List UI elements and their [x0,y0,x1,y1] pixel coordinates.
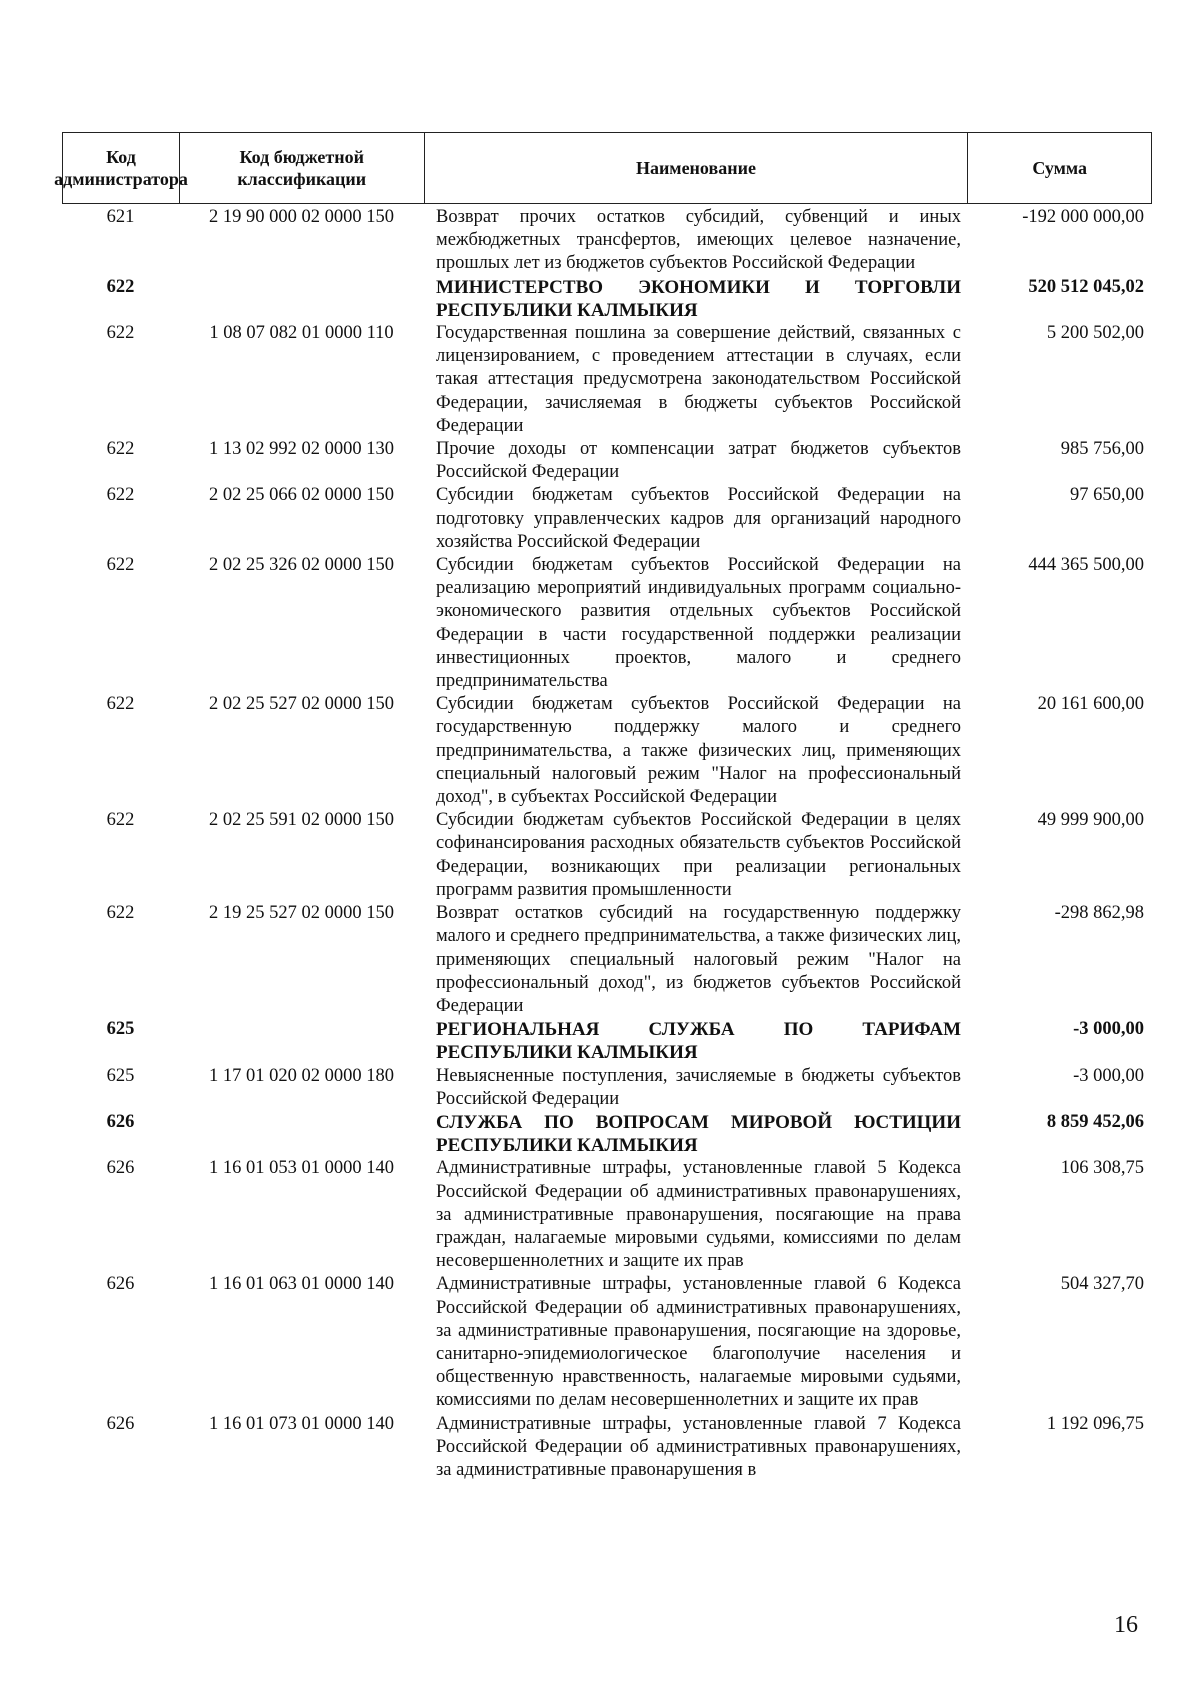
cell-name: Административные штрафы, установленные главой 5 Кодекса Российской Федерации об административных правонарушениях, за административные правонарушения, посягающие на права граждан, налагаемые мировыми судьями, комиссиями по делам несовершеннолетних и защите их прав [436,1158,961,1272]
cell-name: Административные штрафы, установленные главой 7 Кодекса Российской Федерации об административных правонарушениях, за административные правонарушения в [436,1413,961,1480]
cell-sum: 20 161 600,00 [1037,694,1144,715]
cell-sum: -3 000,00 [1073,1065,1144,1086]
cell-name: Прочие доходы от компенсации затрат бюджетов субъектов Российской Федерации [436,439,961,483]
cell-budget-code: 1 08 07 082 01 0000 110 [209,323,394,344]
cell-sum: 5 200 502,00 [1046,323,1144,344]
table-row [62,1413,1152,1483]
cell-admin-code: 626 [106,1158,135,1179]
cell-budget-code [179,276,424,322]
cell-sum: 8 859 452,06 [1046,1111,1144,1132]
cell-name: Субсидии бюджетам субъектов Российской Федерации на подготовку управленческих кадров для организаций народного хозяйства Российской Федерации [436,485,961,552]
table-row [62,1065,1152,1111]
cell-budget-code: 2 02 25 326 02 0000 150 [209,555,394,576]
cell-admin-code: 622 [106,694,135,715]
table-row [62,1157,1152,1273]
cell-sum: -298 862,98 [1054,903,1144,924]
cell-name: Административные штрафы, установленные главой 6 Кодекса Российской Федерации об административных правонарушениях, за административные правонарушения, посягающие на здоровье, санитарно-эпидемиологическое благополучие населения и общественную нравственность, налагаемые мировыми судьями, комиссиями по делам несовершеннолетних и защите их прав [436,1274,961,1411]
cell-sum: 444 365 500,00 [1028,555,1144,576]
cell-admin-code: 621 [106,207,135,227]
cell-sum: -192 000 000,00 [1022,207,1144,227]
header-admin-code: Код администратора [63,133,180,203]
cell-admin-code: 622 [106,555,135,576]
header-name: Наименование [425,133,969,203]
cell-admin-code: 622 [106,439,135,460]
table-row [62,438,1152,484]
cell-budget-code: 2 02 25 527 02 0000 150 [209,694,394,715]
cell-sum: -3 000,00 [1073,1019,1144,1040]
cell-budget-code: 1 13 02 992 02 0000 130 [209,439,394,460]
header-sum: Сумма [1032,158,1088,178]
cell-sum: 106 308,75 [1060,1158,1144,1179]
table-row [62,809,1152,902]
cell-sum: 520 512 045,02 [1028,276,1144,297]
table-row [62,484,1152,554]
cell-sum: 504 327,70 [1060,1274,1144,1295]
table-row [62,1273,1152,1412]
cell-name: Субсидии бюджетам субъектов Российской Федерации на государственную поддержку малого и среднего предпринимательства, а также физических лиц, применяющих специальный налоговый режим "Налог на профессиональный доход", в субъектах Российской Федерации [436,694,961,808]
table-row-section [62,1018,1152,1064]
table-row-section [62,276,1152,322]
cell-name: Субсидии бюджетам субъектов Российской Федерации на реализацию мероприятий индивидуальных программ социально-экономического развития отдельных субъектов Российской Федерации в части государственной поддержки реализации инвестиционных проектов, малого и среднего предпринимательства [436,555,961,692]
cell-sum: 97 650,00 [1070,485,1144,506]
cell-name: Государственная пошлина за совершение действий, связанных с лицензированием, с проведением аттестации в случаях, если такая аттестация предусмотрена законодательством Российской Федерации, зачисляемая в бюджеты субъектов Российской Федерации [436,323,961,436]
cell-budget-code: 2 02 25 066 02 0000 150 [209,485,394,506]
cell-name: МИНИСТЕРСТВО ЭКОНОМИКИ И ТОРГОВЛИ РЕСПУБЛИКИ КАЛМЫКИЯ [436,276,961,321]
cell-admin-code: 622 [106,485,135,506]
cell-name: Невыясненные поступления, зачисляемые в бюджеты субъектов Российской Федерации [436,1065,961,1109]
page-number: 16 [1114,1612,1138,1638]
cell-name: РЕГИОНАЛЬНАЯ СЛУЖБА ПО ТАРИФАМ РЕСПУБЛИКИ КАЛМЫКИЯ [436,1019,961,1064]
table-row [62,902,1152,1018]
cell-admin-code: 626 [106,1274,135,1295]
cell-name: Субсидии бюджетам субъектов Российской Федерации в целях софинансирования расходных обязательств субъектов Российской Федерации, возникающих при реализации региональных программ развития промышленности [436,810,961,900]
cell-sum: 985 756,00 [1060,439,1144,460]
cell-name: Возврат прочих остатков субсидий, субвенций и иных межбюджетных трансфертов, имеющих целевое назначение, прошлых лет из бюджетов субъектов Российской Федерации [436,207,961,274]
cell-sum: 49 999 900,00 [1037,810,1144,831]
cell-budget-code: 2 02 25 591 02 0000 150 [209,810,394,831]
cell-budget-code: 1 17 01 020 02 0000 180 [209,1065,394,1086]
cell-admin-code: 622 [106,276,135,297]
cell-admin-code: 622 [106,323,135,344]
cell-budget-code [179,1111,424,1157]
cell-admin-code: 626 [106,1413,135,1434]
table-row [62,206,1152,276]
cell-name: Возврат остатков субсидий на государственную поддержку малого и среднего предпринимательства, а также физических лиц, применяющих специальный налоговый режим "Налог на профессиональный доход", из бюджетов субъектов Российской Федерации [436,903,961,1016]
cell-admin-code: 626 [106,1111,135,1132]
cell-budget-code: 1 16 01 073 01 0000 140 [209,1413,394,1434]
cell-name: СЛУЖБА ПО ВОПРОСАМ МИРОВОЙ ЮСТИЦИИ РЕСПУБЛИКИ КАЛМЫКИЯ [436,1111,961,1157]
table-row [62,322,1152,438]
cell-budget-code: 2 19 25 527 02 0000 150 [209,903,394,924]
cell-admin-code: 622 [106,903,135,924]
table-header [54,132,1152,204]
cell-admin-code: 625 [106,1019,135,1040]
cell-sum: 1 192 096,75 [1046,1413,1144,1434]
table-row-section [62,1111,1152,1157]
cell-admin-code: 625 [106,1065,135,1086]
cell-budget-code: 2 19 90 000 02 0000 150 [209,207,394,227]
table-body [62,206,1152,1482]
cell-budget-code [179,1018,424,1064]
table-row [62,693,1152,809]
cell-budget-code: 1 16 01 053 01 0000 140 [209,1158,394,1179]
cell-admin-code: 622 [106,810,135,831]
cell-budget-code: 1 16 01 063 01 0000 140 [209,1274,394,1295]
table-row [62,554,1152,693]
header-budget-code: Код бюджетной классификации [180,133,425,203]
